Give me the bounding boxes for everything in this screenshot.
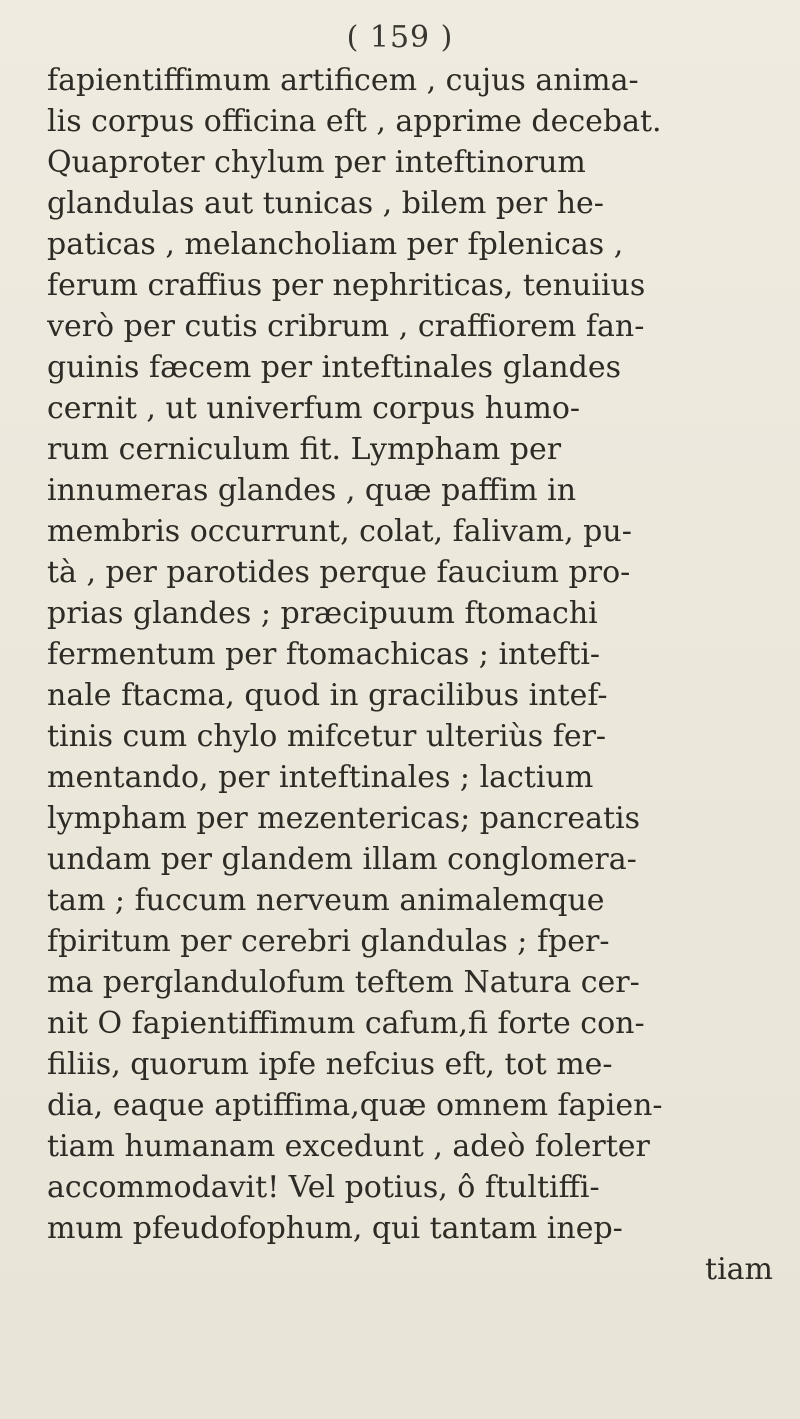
text-line: fermentum per ftomachicas ; intefti- xyxy=(47,637,601,672)
text-line: cernit , ut univerfum corpus humo- xyxy=(47,391,581,426)
text-line: fapientiffimum artificem , cujus anima- xyxy=(47,63,639,98)
text-line: ferum craffius per nephriticas, tenuiius xyxy=(47,268,646,303)
text-line: ma perglandulofum teftem Natura cer- xyxy=(47,965,640,1000)
text-line: tà , per parotides perque faucium pro- xyxy=(47,555,631,590)
text-line: innumeras glandes , quæ paffim in xyxy=(47,473,577,508)
text-line: lis corpus officina eft , apprime decebat. xyxy=(47,104,662,139)
text-line: glandulas aut tunicas , bilem per he- xyxy=(47,186,604,221)
text-line: lympham per mezentericas; pancreatis xyxy=(47,801,641,836)
text-line: accommodavit! Vel potius, ô ftultiffi- xyxy=(47,1170,600,1205)
text-line: mentando, per inteftinales ; lactium xyxy=(47,760,594,795)
text-line: Quaproter chylum per inteftinorum xyxy=(47,145,586,180)
text-line: paticas , melancholiam per fplenicas , xyxy=(47,227,624,262)
catchword: tiam xyxy=(705,1252,773,1287)
text-line: prias glandes ; præcipuum ftomachi xyxy=(47,596,598,631)
text-line: verò per cutis cribrum , craffiorem fan- xyxy=(47,309,645,344)
text-line: mum pfeudofophum, qui tantam inep- xyxy=(47,1211,623,1246)
text-line: fpiritum per cerebri glandulas ; fper- xyxy=(47,924,610,959)
text-line: tam ; fuccum nerveum animalemque xyxy=(47,883,605,918)
text-line: nale ftacma, quod in gracilibus intef- xyxy=(47,678,608,713)
text-line: tinis cum chylo mifcetur ulteriùs fer- xyxy=(47,719,607,754)
text-line: tiam humanam excedunt , adeò folerter xyxy=(47,1129,650,1164)
text-line: nit O fapientiffimum cafum,fi forte con- xyxy=(47,1006,645,1041)
text-line: rum cerniculum fit. Lympham per xyxy=(47,432,562,467)
text-line: dia, eaque aptiffima,quæ omnem fapien- xyxy=(47,1088,663,1123)
page-number: ( 159 ) xyxy=(346,20,454,55)
text-line: undam per glandem illam conglomera- xyxy=(47,842,637,877)
text-line: filiis, quorum ipfe nefcius eft, tot me- xyxy=(47,1047,613,1082)
text-line: guinis fæcem per inteftinales glandes xyxy=(47,350,621,385)
text-line: membris occurrunt, colat, falivam, pu- xyxy=(47,514,632,549)
body-text xyxy=(47,60,787,1290)
